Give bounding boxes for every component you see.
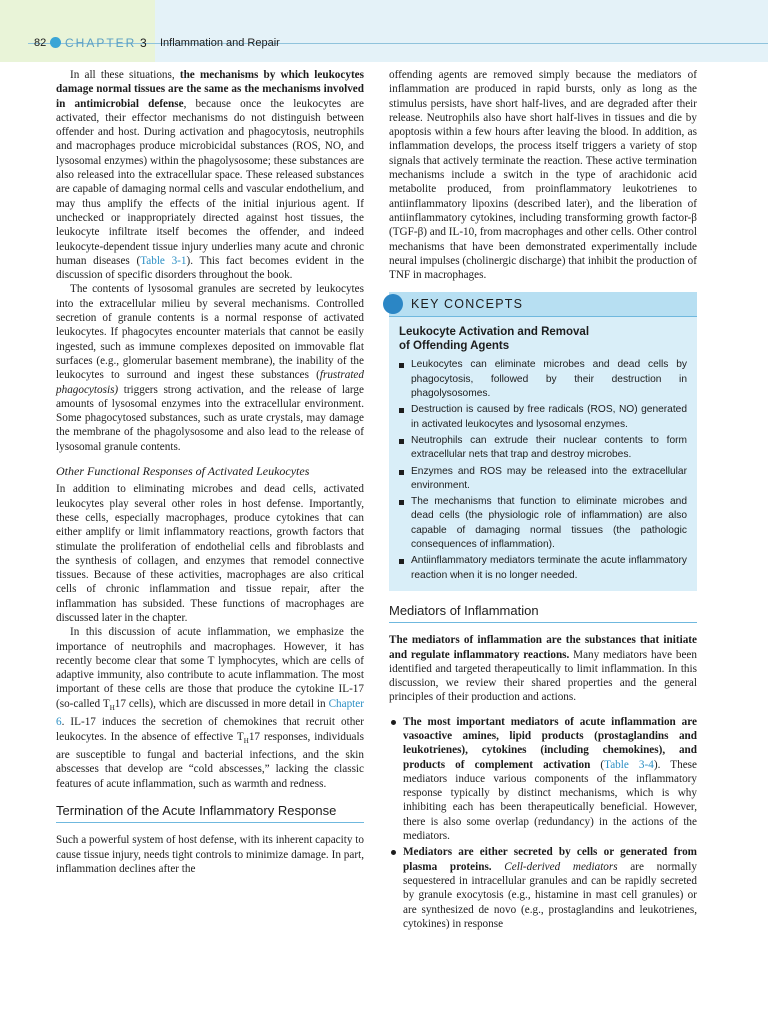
list-item: The most important mediators of acute inflammation are vasoactive amines, lipid products (prostaglandins and leukotrienes), cytokines (including chemokines), and products of complement activation (Table 3-4). These mediators induce various components of the inflammatory response typically by distinct mechanisms, which is why inhibiting each has been therapeutically beneficial. However, there is also some overlap (redundancy) in the actions of the mediators. (389, 715, 697, 844)
square-bullet-icon (399, 500, 404, 505)
list-item: Enzymes and ROS may be released into the extracellular environment. (399, 465, 687, 494)
section-heading: Termination of the Acute Inflammatory Response (56, 804, 364, 823)
list-item: Antiinflammatory mediators terminate the acute inflammatory reaction when it is no longer needed. (399, 554, 687, 583)
paragraph: In addition to eliminating microbes and dead cells, activated leukocytes play several other roles in host defense. Importantly, these cells, especially macrophages, produce cytokines that can either amplify or limit inflammatory reactions, growth factors that stimulate the proliferation of endothelial cells and fibroblasts and the synthesis of collagen, and enzymes that remodel connective tissues. Because of these activities, macrophages are also critical cells of chronic inflammation and tissue repair, after the inflammation has subsided. These functions of macrophages are discussed later in the chapter. (56, 483, 364, 624)
paragraph: In all these situations, the mechanisms by which leukocytes damage normal tissues are the same as the mechanisms involved in antimicrobial defense, because once the leukocytes are activated, their effector mechanisms do not distinguish between offender and host. During activation and phagocytosis, neutrophils and macrophages produce microbicidal substances (ROS, NO, and lysosomal enzymes) within the phagolysosome; these substances are also released into the extracellular space. These released substances are capable of damaging normal cells and vascular endothelium, and may thus amplify the effects of the initial injurious agent. If unchecked or inappropriately directed against host tissues, the leukocyte infiltrate itself becomes the offender, and indeed leukocyte-dependent tissue injury underlies many acute and chronic human diseases (Table 3-1). This fact becomes evident in the discussion of specific disorders throughout the book. (56, 69, 364, 282)
bullet-list (389, 715, 697, 931)
key-concepts-box (389, 292, 697, 590)
list-item: Neutrophils can extrude their nuclear contents to form extracellular nets that trap and destroy microbes. (399, 434, 687, 463)
section-heading: Mediators of Inflammation (389, 604, 697, 623)
paragraph: The contents of lysosomal granules are secreted by leukocytes into the extracellular milieu by several mechanisms. Controlled secretion of granule contents is a normal response of activated leukocytes. If phagocytes encounter materials that cannot be easily ingested, such as immune complexes deposited on immovable flat surfaces (e.g., glomerular basement membrane), the inability of the leukocytes to surround and ingest these substances (frustrated phagocytosis) triggers strong activation, and the release of large amounts of lysosomal enzymes into the extracellular environment. Some phagocytosed substances, such as urate crystals, may damage the membrane of the phagolysosome and also lead to the release of lysosomal granule contents. (56, 283, 364, 453)
paragraph: In this discussion of acute inflammation, we emphasize the importance of neutrophils and macrophages. However, it has recently become clear that some T lymphocytes, which are cells of adaptive immunity, also contribute to acute inflammation. The most important of these cells are those that produce the cytokine IL-17 (so-called $T_H17$ cells), which are discussed in more detail in Chapter 6. IL-17 induces the secretion of chemokines that recruit other leukocytes. In the absence of effective $T_H17$ responses, individuals are susceptible to fungal and bacterial infections, and the skin abscesses that develop are “cold abscesses,” lacking the classic features of acute inflammation, such as warmth and redness. (56, 626, 364, 790)
square-bullet-icon (399, 408, 404, 413)
page-number: 82 (34, 37, 47, 49)
paragraph: The mediators of inflammation are the substances that initiate and regulate inflammatory reactions. Many mediators have been identified and targeted therapeutically to limit inflammation. In this discussion, we review their shared properties and the general principles of their production and actions. (389, 634, 697, 704)
left-column (56, 68, 364, 876)
table-3-1-link[interactable]: Table 3-1 (140, 254, 187, 267)
round-bullet-icon (391, 720, 396, 725)
paragraph: offending agents are removed simply because the mediators of inflammation are produced in rapid bursts, only as long as the stimulus persists, have short half-lives, and are degraded after their release. Neutrophils also have short half-lives in tissues and die by apoptosis within a few hours after leaving the blood. In addition, as inflammation develops, the process itself triggers a variety of stop signals that actively terminate the reaction. These active termination mechanisms include a switch in the type of arachidonic acid metabolite produced, from proinflammatory leukotrienes to antiinflammatory lipoxins (described later), and the liberation of antiinflammatory cytokines, including transforming growth factor-β (TGF-β) and IL-10, from macrophages and other cells. Other control mechanisms that have been demonstrated experimentally include neural impulses (cholinergic discharge) that inhibit the production of TNF in macrophages. (389, 69, 697, 282)
square-bullet-icon (399, 559, 404, 564)
key-concepts-subtitle: Leukocyte Activation and Removal of Offending Agents (399, 326, 590, 353)
chapter-title: Inflammation and Repair (160, 37, 280, 49)
chapter-dot-icon (50, 37, 61, 48)
round-bullet-icon (391, 850, 396, 855)
header-tab (0, 0, 155, 62)
square-bullet-icon (399, 439, 404, 444)
square-bullet-icon (399, 363, 404, 368)
list-item: Leukocytes can eliminate microbes and dead cells by phagocytosis, followed by their destruction in phagolysosomes. (399, 358, 687, 401)
key-concepts-list (389, 358, 697, 582)
list-item: Destruction is caused by free radicals (ROS, NO) generated in activated leukocytes and lysosomal enzymes. (399, 403, 687, 432)
chapter-number: 3 (140, 36, 147, 50)
square-bullet-icon (399, 470, 404, 475)
right-column (389, 68, 697, 933)
key-concepts-bar (389, 292, 697, 317)
key-concepts-title: KEY CONCEPTS (411, 297, 524, 312)
paragraph: Such a powerful system of host defense, with its inherent capacity to cause tissue injury, needs tight controls to minimize damage. In part, inflammation declines after the (56, 834, 364, 875)
header-rule (28, 43, 768, 44)
chapter-label: CHAPTER (65, 36, 137, 50)
table-3-4-link[interactable]: Table 3-4 (604, 758, 654, 771)
list-item: The mechanisms that function to eliminate microbes and dead cells (the physiologic role of inflammation) are also capable of damaging normal tissues (the pathologic consequences of inflammation). (399, 495, 687, 552)
list-item: Mediators are either secreted by cells or generated from plasma proteins. Cell-derived mediators are normally sequestered in intracellular granules and can be rapidly secreted by granule exocytosis (e.g., histamine in mast cell granules) or are synthesized de novo (e.g., prostaglandins and leukotrienes, cytokines) in response (389, 845, 697, 931)
subheading: Other Functional Responses of Activated Leukocytes (56, 464, 310, 479)
key-concepts-dot-icon (383, 294, 403, 314)
chapter-6-link[interactable]: Chapter 6 (56, 697, 364, 729)
